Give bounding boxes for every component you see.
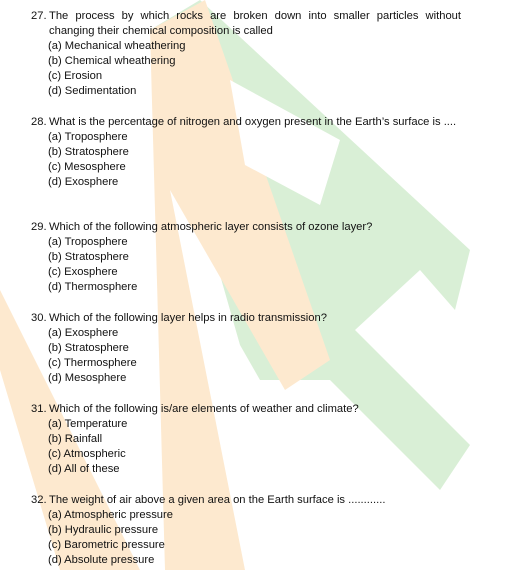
options-list	[48, 508, 461, 568]
option-a: (a) Atmospheric pressure	[48, 509, 173, 521]
option-d: (d) Exosphere	[48, 176, 119, 188]
question-text: Which of the following is/are elements of weather and climate?	[49, 403, 359, 415]
option-c: (c) Erosion	[48, 70, 103, 82]
option-c: (c) Barometric pressure	[48, 539, 165, 551]
question-number: 32.	[31, 494, 47, 506]
options-list	[48, 235, 461, 295]
question-number: 28.	[31, 116, 47, 128]
option-b: (b) Hydraulic pressure	[48, 524, 159, 536]
option-d: (d) Thermosphere	[48, 281, 138, 293]
options-list	[48, 130, 461, 190]
option-c: (c) Atmospheric	[48, 448, 126, 460]
options-list	[48, 326, 461, 386]
question-text: What is the percentage of nitrogen and oxygen present in the Earth’s surface is ....	[49, 116, 457, 128]
question-number: 29.	[31, 221, 47, 233]
question-27	[31, 9, 461, 99]
question-text: The process by which rocks are broken down into smaller particles without changing their chemical composition is called	[49, 10, 461, 37]
option-d: (d) Absolute pressure	[48, 554, 155, 566]
question-29	[31, 220, 461, 295]
option-c: (c) Thermosphere	[48, 357, 137, 369]
option-a: (a) Mechanical wheathering	[48, 40, 186, 52]
question-text: Which of the following layer helps in radio transmission?	[49, 312, 327, 324]
option-d: (d) Mesosphere	[48, 372, 127, 384]
option-b: (b) Rainfall	[48, 433, 103, 445]
option-d: (d) All of these	[48, 463, 120, 475]
option-b: (b) Stratosphere	[48, 342, 129, 354]
question-text: The weight of air above a given area on the Earth surface is ............	[49, 494, 386, 506]
question-text: Which of the following atmospheric layer consists of ozone layer?	[49, 221, 373, 233]
option-a: (a) Exosphere	[48, 327, 119, 339]
option-d: (d) Sedimentation	[48, 85, 137, 97]
question-31	[31, 402, 461, 477]
question-number: 27.	[31, 10, 47, 22]
option-b: (b) Stratosphere	[48, 146, 129, 158]
option-a: (a) Troposphere	[48, 236, 128, 248]
question-number: 31.	[31, 403, 47, 415]
options-list	[48, 417, 461, 477]
options-list	[48, 39, 461, 99]
option-a: (a) Troposphere	[48, 131, 128, 143]
question-32	[31, 493, 461, 568]
option-b: (b) Chemical wheathering	[48, 55, 176, 67]
question-30	[31, 311, 461, 386]
option-c: (c) Mesosphere	[48, 161, 126, 173]
question-number: 30.	[31, 312, 47, 324]
option-a: (a) Temperature	[48, 418, 128, 430]
option-b: (b) Stratosphere	[48, 251, 129, 263]
option-c: (c) Exosphere	[48, 266, 118, 278]
question-28	[31, 115, 461, 190]
